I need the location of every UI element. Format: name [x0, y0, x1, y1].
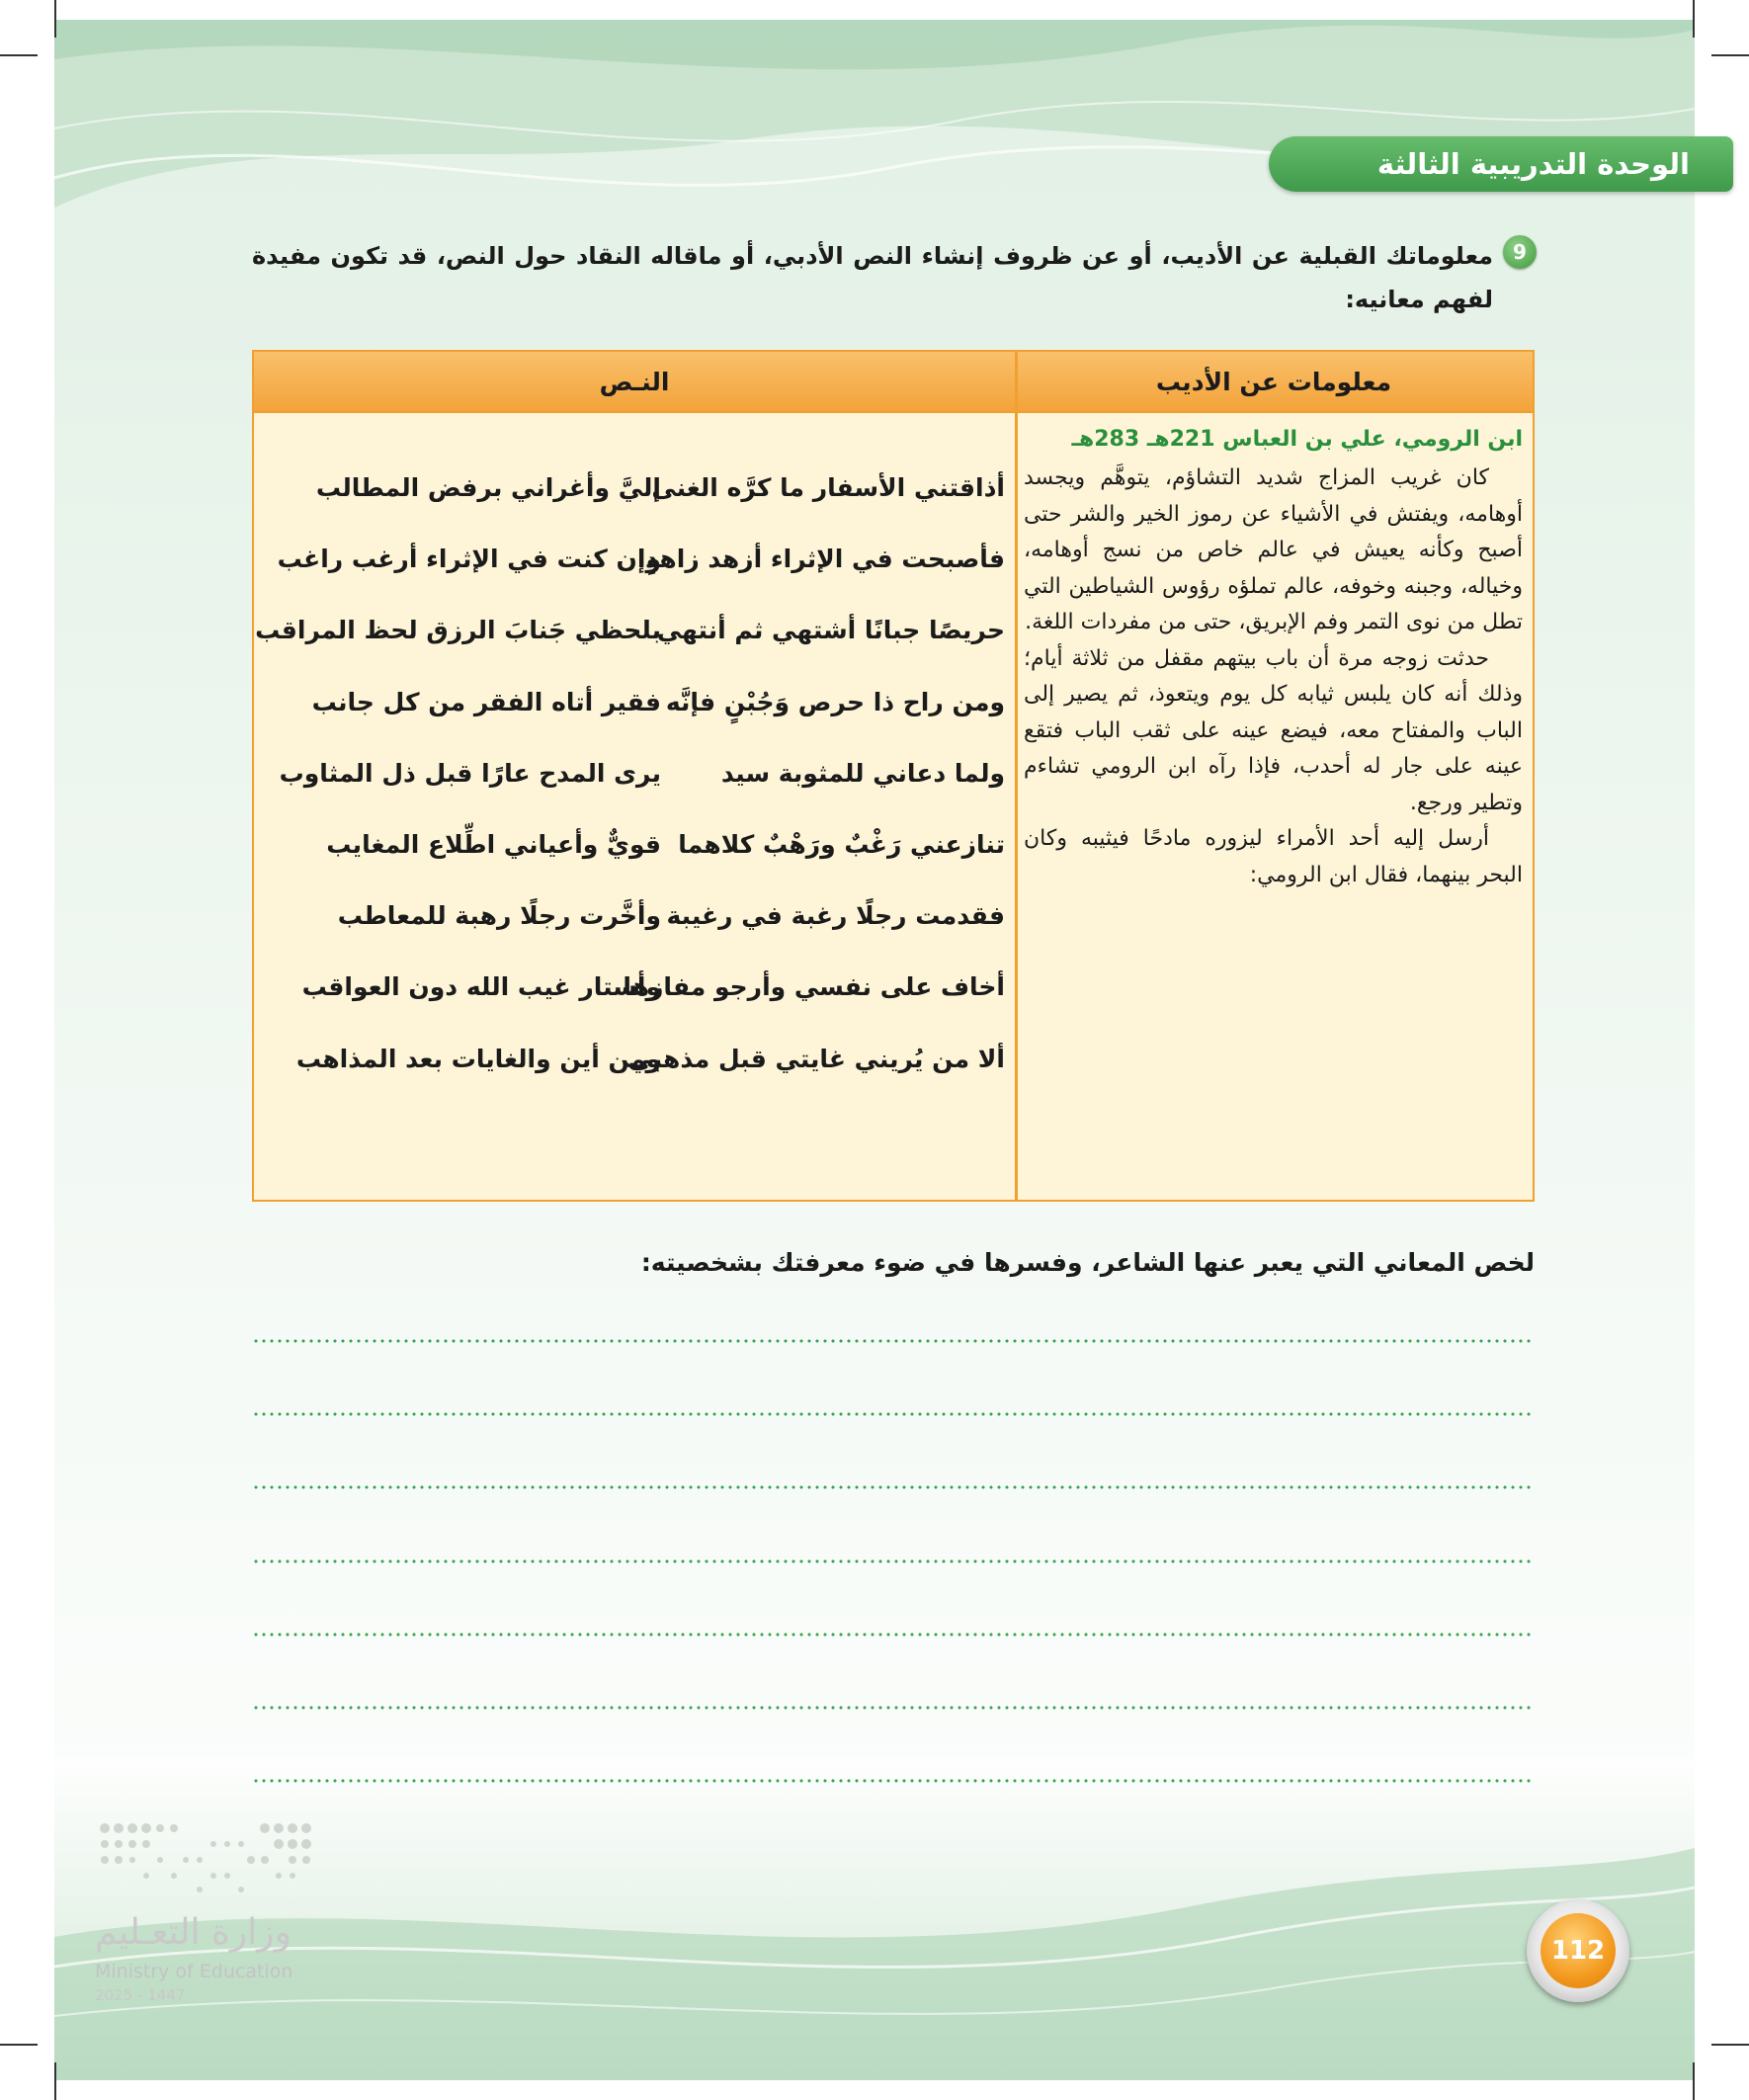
poem-verse [255, 611, 1005, 682]
answer-line[interactable] [252, 1559, 1534, 1563]
author-info-column [1024, 423, 1523, 893]
header-author-info: معلومات عن الأديب [1155, 367, 1392, 396]
verse-second-hemistich: بلحظي جَنابَ الرزق لحظ المراقب [255, 616, 661, 645]
verse-second-hemistich: قويٌّ وأعياني اطِّلاع المغايب [326, 829, 661, 859]
header-text: النـص [599, 367, 670, 396]
table-header [254, 352, 1533, 413]
poem-verse [272, 896, 1005, 967]
author-text-table [252, 350, 1535, 1202]
verse-second-hemistich: وأستار غيب الله دون العواقب [301, 972, 661, 1002]
instruction-text: لخص المعاني التي يعبر عنها الشاعر، وفسرها في ضوء معرفتك بشخصيته: [640, 1248, 1535, 1277]
question-number-badge: 9 [1503, 235, 1537, 269]
verse-first-hemistich: حريصًا جبانًا أشتهي ثم أنتهي [656, 616, 1005, 645]
page-number-badge [1527, 1899, 1629, 2002]
poem-verse [272, 1040, 1005, 1111]
unit-title: الوحدة التدريبية الثالثة [1376, 147, 1690, 181]
poem-verse [272, 540, 1005, 611]
verse-second-hemistich: فقير أتاه الفقر من كل جانب [311, 687, 661, 716]
verse-first-hemistich: فقدمت رجلًا رغبة في رغيبة [666, 901, 1005, 931]
verse-first-hemistich: ألا من يُريني غايتي قبل مذهبي [627, 1044, 1005, 1073]
verse-first-hemistich: ولما دعاني للمثوبة سيد [720, 758, 1005, 788]
info-paragraph: كان غريب المزاج شديد التشاؤم، يتوهَّم ويجسد أوهامه، ويفتش في الأشياء عن رموز الخير والشر حتى أصبح وكأنه يعيش في عالم خاص من نسج أوهامه، وخياله، وجبنه وخوفه، عالم تملؤه رؤوس الشياطين التي تطل من نوى التمر وفم الإبريق، حتى من مفردات اللغة. [1024, 465, 1523, 634]
answer-line[interactable] [252, 1633, 1534, 1637]
verse-first-hemistich: فأصبحت في الإثراء أزهد زاهدٍ [644, 545, 1005, 574]
poem-verse [272, 754, 1005, 825]
logo-english-text: Ministry of Education [95, 1961, 293, 1982]
verse-first-hemistich: أذاقتني الأسفار ما كرَّه الغنى [651, 473, 1005, 502]
unit-title-banner [1269, 136, 1733, 192]
question-block [252, 234, 1537, 321]
answer-line[interactable] [252, 1339, 1534, 1343]
poem-verse [272, 967, 1005, 1039]
verse-second-hemistich: إليَّ وأغراني برفض المطالب [315, 473, 661, 502]
answer-line[interactable] [252, 1706, 1534, 1710]
page-number: 112 [1541, 1913, 1616, 1988]
answer-line[interactable] [252, 1485, 1534, 1489]
author-name: ابن الرومي، علي بن العباس 221هـ 283هـ [1071, 427, 1523, 452]
poem-verse [272, 825, 1005, 896]
question-text: معلوماتك القبلية عن الأديب، أو عن ظروف إنشاء النص الأدبي، أو ماقاله النقاد حول النص، قد تكون مفيدة لفهم معانيه: [252, 242, 1493, 313]
verse-second-hemistich: وأخَّرت رجلًا رهبة للمعاطب [337, 901, 661, 931]
logo-arabic-text: وزارة التعـليم [95, 1912, 292, 1953]
answer-line[interactable] [252, 1779, 1534, 1783]
answer-line[interactable] [252, 1412, 1534, 1416]
column-divider [1015, 352, 1018, 1200]
poem-verse [272, 683, 1005, 754]
poem-verse [272, 468, 1005, 540]
verse-second-hemistich: ومن أين والغايات بعد المذاهب [295, 1044, 661, 1073]
verse-second-hemistich: يرى المدح عارًا قبل ذل المثاوب [279, 758, 661, 788]
info-paragraph: حدثت زوجه مرة أن باب بيتهم مقفل من ثلاثة أيام؛ وذلك أنه كان يلبس ثيابه كل يوم ويتعوذ، ثم يصير إلى الباب والمفتاح معه، فيضع عينه على ثقب الباب فتقع عينه على جار له أحدب، فإذا رآه ابن الرومي تشاءم وتطير ورجع. [1024, 645, 1523, 815]
verse-first-hemistich: تنازعني رَغْبٌ ورَهْبٌ كلاهما [678, 829, 1005, 859]
logo-year-text: 2025 - 1447 [95, 1986, 186, 2004]
info-paragraph: أرسل إليه أحد الأمراء ليزوره مادحًا فيثيبه وكان البحر بينهما، فقال ابن الرومي: [1024, 826, 1523, 887]
verse-second-hemistich: وإن كنت في الإثراء أرغب راغب [277, 545, 661, 574]
poem [255, 468, 1005, 1111]
verse-first-hemistich: ومن راح ذا حرص وَجُبْنٍ فإنَّه [665, 687, 1005, 716]
verse-first-hemistich: أخاف على نفسي وأرجو مفازها [623, 972, 1005, 1002]
